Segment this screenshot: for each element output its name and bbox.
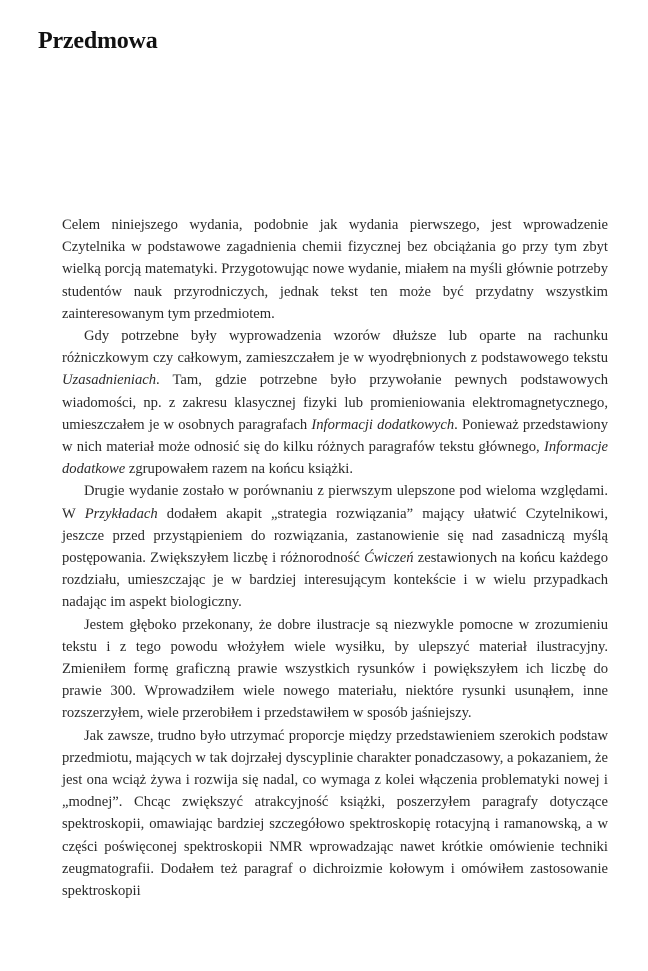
paragraph-text: Gdy potrzebne były wyprowadzenia wzorów dłuższe lub oparte na rachunku różniczkowym czy całkowym, zamieszczałem je w wyodrębnionych z podstawowego tekstu: [62, 328, 608, 367]
italic-term: Informacje dodatkowe: [62, 439, 608, 478]
italic-term: Informacji dodatkowych: [311, 416, 455, 433]
paragraph: [62, 480, 608, 613]
paragraph-text: zgrupowałem razem na końcu książki.: [125, 461, 353, 478]
paragraph-text: Jak zawsze, trudno było utrzymać proporcje między przedstawieniem szerokich podstaw przedmiotu, mających w tak dojrzałej dyscyplinie charakter ponadczasowy, a pokazaniem, że jest ona wciąż żywa i rozwija się nadal, co wymaga z kolei włączenia problematyki nowej i „modnej”. Chcąc zwiększyć atrakcyjność książki, poszerzyłem paragrafy dotyczące spektroskopii, omawiając bardziej szczegółowo spektroskopię rotacyjną i ramanowską, a w części poświęconej spektroskopii NMR wprowadzając nawet krótkie omówienie techniki zeugmatografii. Dodałem też paragraf o dichroizmie kołowym i omówiłem zastosowanie spektroskopii: [62, 727, 608, 900]
paragraph: [62, 325, 608, 480]
body-text: [62, 214, 608, 902]
italic-term: Uzasadnieniach: [62, 372, 157, 389]
paragraph-text: . Tam, gdzie potrzebne było przywołanie pewnych podstawowych wiadomości, np. z zakresu klasycznej fizyki lub promieniowania elektromagnetycznego, umieszczałem je w osobnych paragrafach: [62, 372, 608, 433]
paragraph-text: zestawionych na końcu każdego rozdziału, umieszczając je w bardziej interesującym kontekście i w wielu przypadkach nadając im aspekt biologiczny.: [62, 550, 608, 611]
paragraph-text: Jestem głęboko przekonany, że dobre ilustracje są niezwykle pomocne w zrozumieniu tekstu i z tego powodu włożyłem wiele wysiłku, by ulepszyć materiał ilustracyjny. Zmieniłem formę graficzną prawie wszystkich rysunków i powiększyłem ich liczbę do prawie 300. Wprowadziłem wiele nowego materiału, niektóre rysunki usunąłem, inne rozszerzyłem, wiele przerobiłem i przedstawiłem w sposób jaśniejszy.: [62, 616, 608, 722]
page-title: Przedmowa: [38, 28, 158, 54]
paragraph: [62, 214, 608, 325]
paragraph-text: Celem niniejszego wydania, podobnie jak wydania pierwszego, jest wprowadzenie Czytelnika w podstawowe zagadnienia chemii fizycznej bez obciążania go przy tym zbyt wielką porcją matematyki. Przygotowując nowe wydanie, miałem na myśli głównie potrzeby studentów nauk przyrodniczych, jednak tekst ten może być przydatny wszystkim zainteresowanym tym przedmiotem.: [62, 217, 608, 322]
italic-term: Przykładach: [84, 505, 158, 522]
paragraph-text: . Ponieważ przedstawiony w nich materiał może odnosić się do kilku różnych paragrafów tekstu głównego,: [62, 416, 609, 456]
paragraph: [62, 725, 608, 903]
italic-term: Ćwiczeń: [364, 550, 414, 567]
paragraph-text: Drugie wydanie zostało w porównaniu z pierwszym ulepszone pod wieloma względami. W: [62, 483, 608, 522]
paragraph: [62, 614, 608, 725]
paragraph-text: dodałem akapit „strategia rozwiązania” mający ułatwić Czytelnikowi, jeszcze przed przystąpieniem do rozwiązania, zastanowienie się nad zasadniczą myślą postępowania. Zwiększyłem liczbę i różnorodność: [62, 505, 608, 567]
